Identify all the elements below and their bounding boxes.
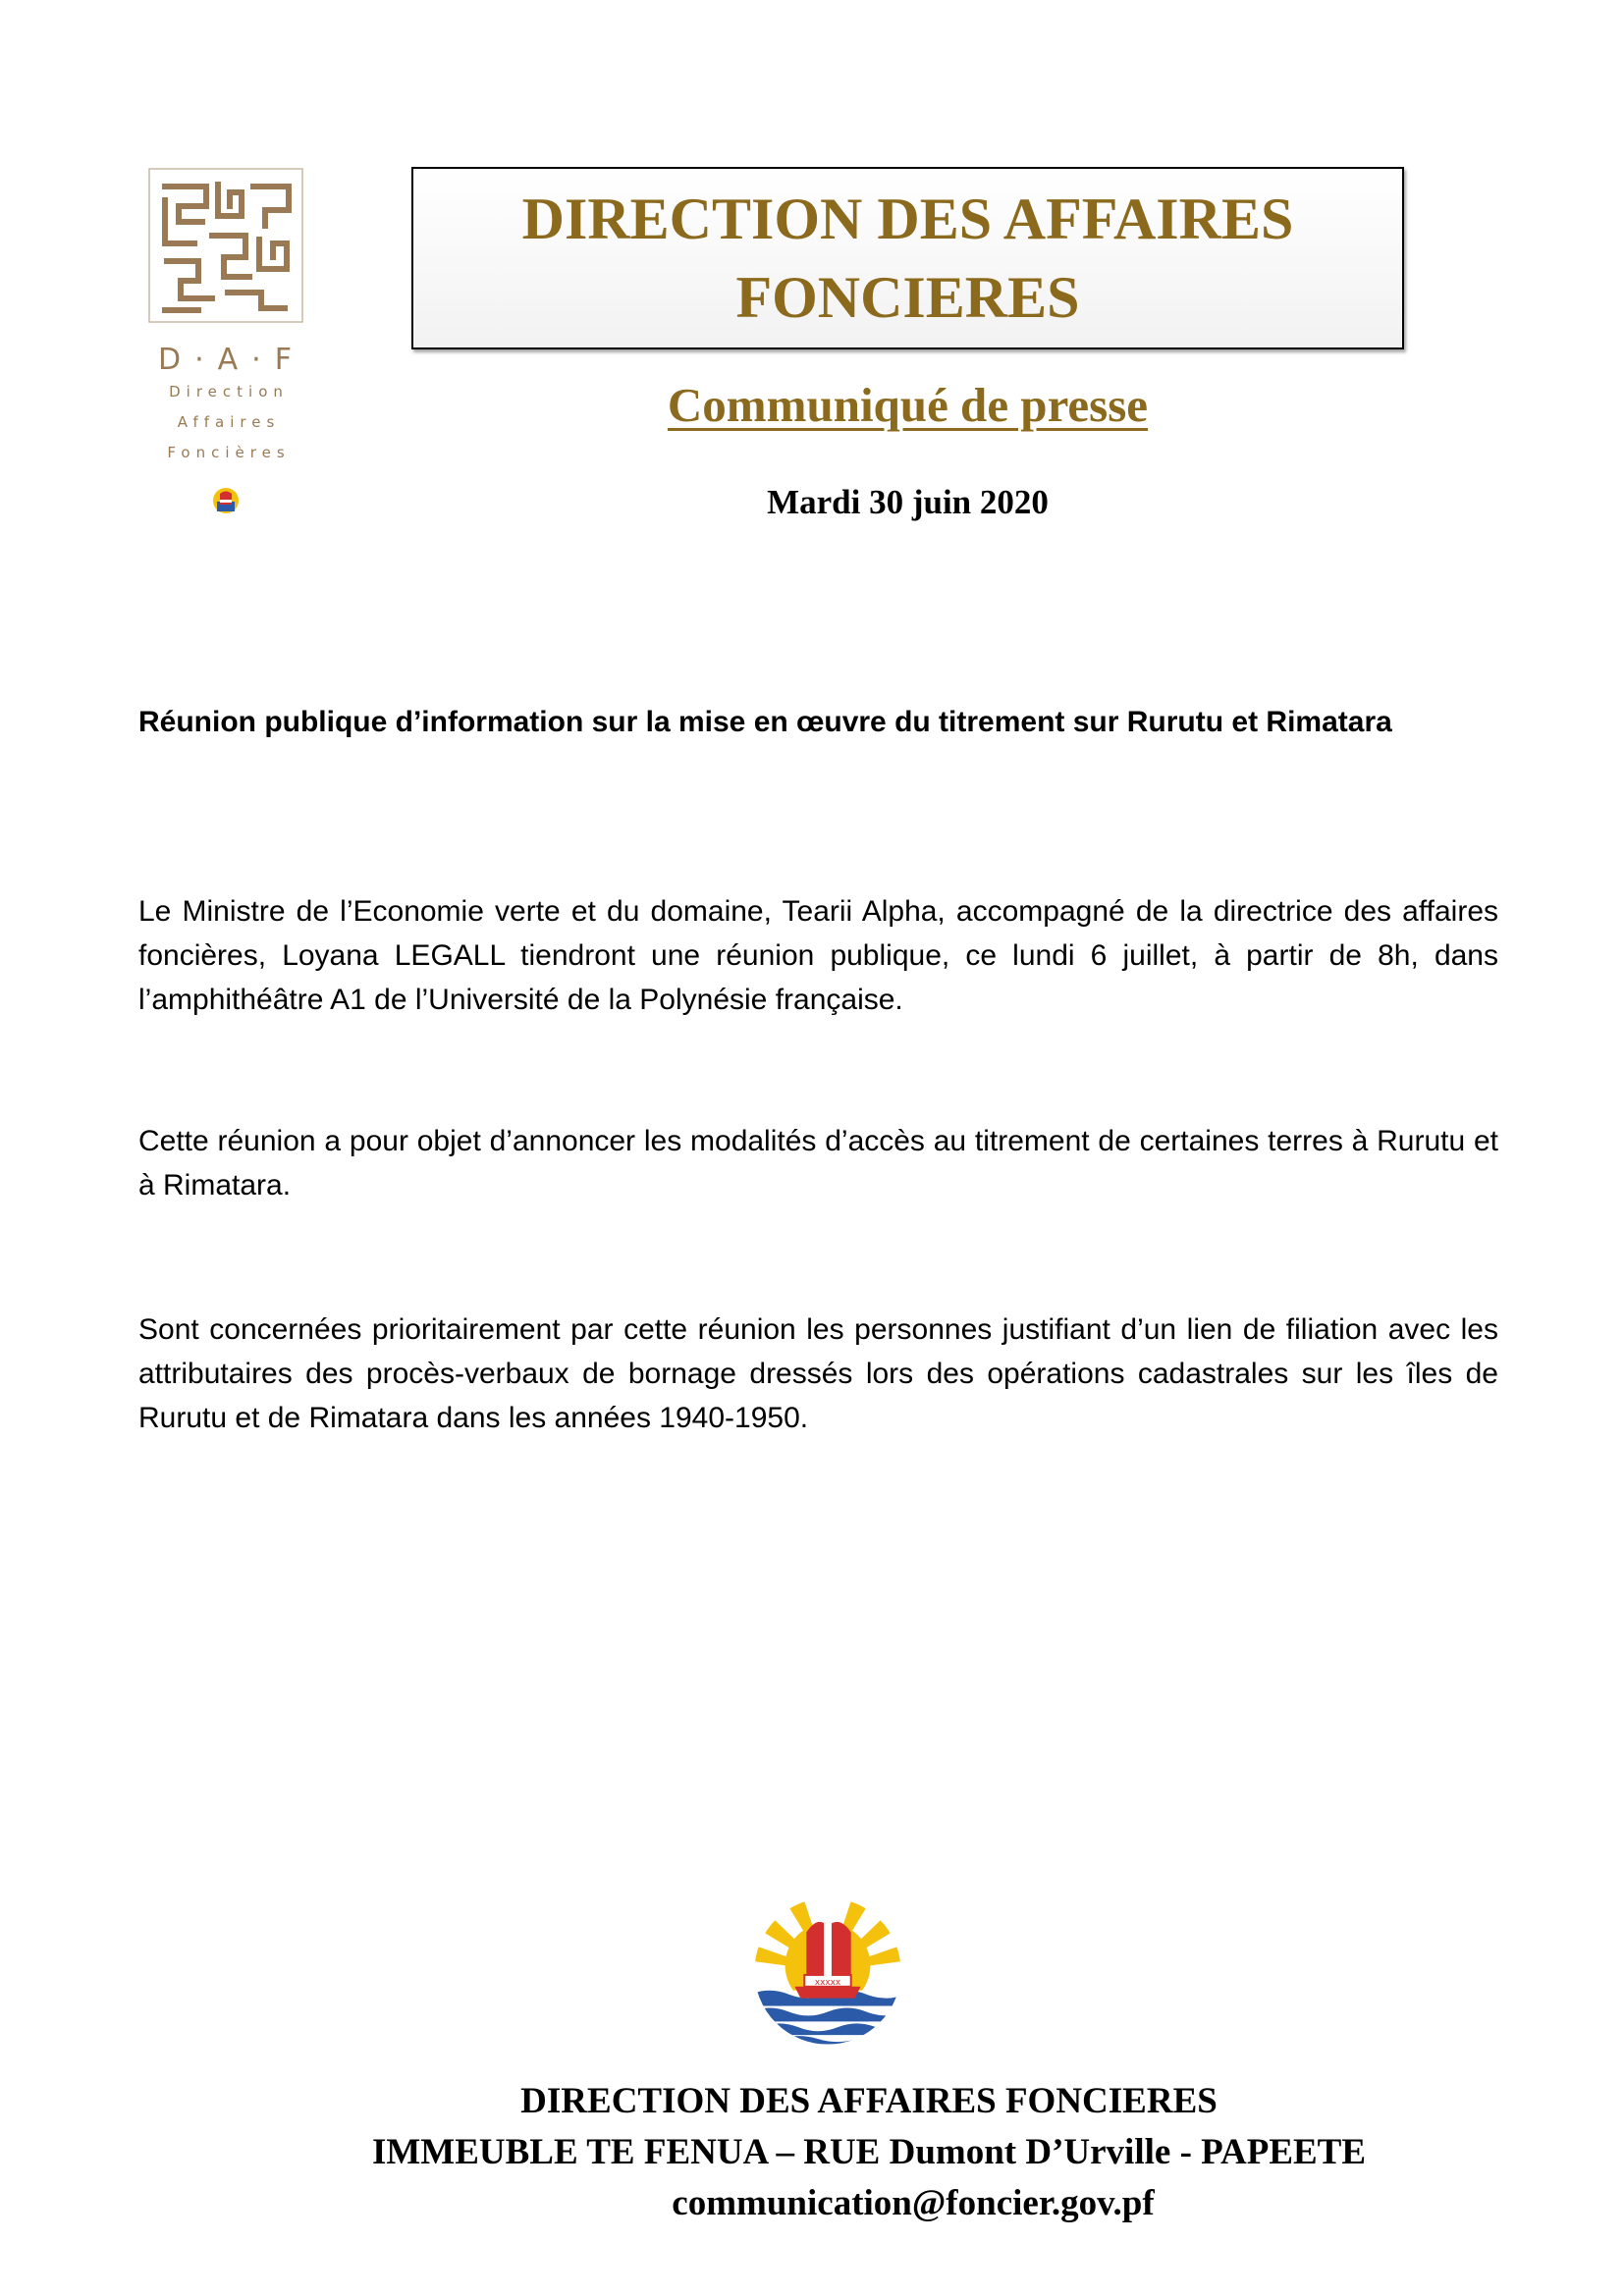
logo-abbreviation: D·A·F [158,343,305,377]
footer-address [295,2076,1443,2229]
daf-logo [142,167,309,520]
logo-line-foncieres: Foncières [167,444,291,461]
logo-line-affaires: Affaires [177,413,281,431]
paragraph-3: Sont concernées prioritairement par cette réunion les personnes justifiant d’un lien de filiation avec les attributaires des procès-verbaux de bornage dressés lors des opérations cadastrales sur les îles de Rurutu et de Rimatara dans les années 1940-1950. [138,1313,1498,1434]
footer-line-2: IMMEUBLE TE FENUA – RUE Dumont D’Urville - PAPEETE [371,2132,1367,2172]
subtitle-text: Communiqué de presse [667,378,1149,432]
polynesia-coat-of-arms-icon [750,1894,905,2049]
logo-line-direction: Direction [169,383,289,400]
paragraph-2: Cette réunion a pour objet d’annoncer les modalités d’accès au titrement de certaines terres à Rurutu et à Rimatara. [138,1125,1498,1201]
paragraph-1: Le Ministre de l’Economie verte et du domaine, Tearii Alpha, accompagné de la directrice des affaires foncières, Loyana LEGALL tiendront une réunion publique, ce lundi 6 juillet, à partir de 8h, dans l’amphithéâtre A1 de l’Université de la Polynésie française. [138,895,1498,1016]
footer-line-1: DIRECTION DES AFFAIRES FONCIERES [520,2081,1218,2121]
release-date: Mardi 30 juin 2020 [767,483,1049,521]
title-box [411,167,1404,349]
footer-email[interactable]: communication@foncier.gov.pf [672,2183,1155,2223]
body-heading: Réunion publique d’information sur la mise en œuvre du titrement sur Rurutu et Rimatara [138,706,1392,738]
press-release-subtitle [411,377,1404,433]
daf-pattern-icon [147,167,304,324]
page-title: DIRECTION DES AFFAIRES FONCIERES [521,187,1294,330]
small-coat-of-arms-icon [211,486,241,515]
svg-text:xxxxx: xxxxx [814,1977,841,1988]
